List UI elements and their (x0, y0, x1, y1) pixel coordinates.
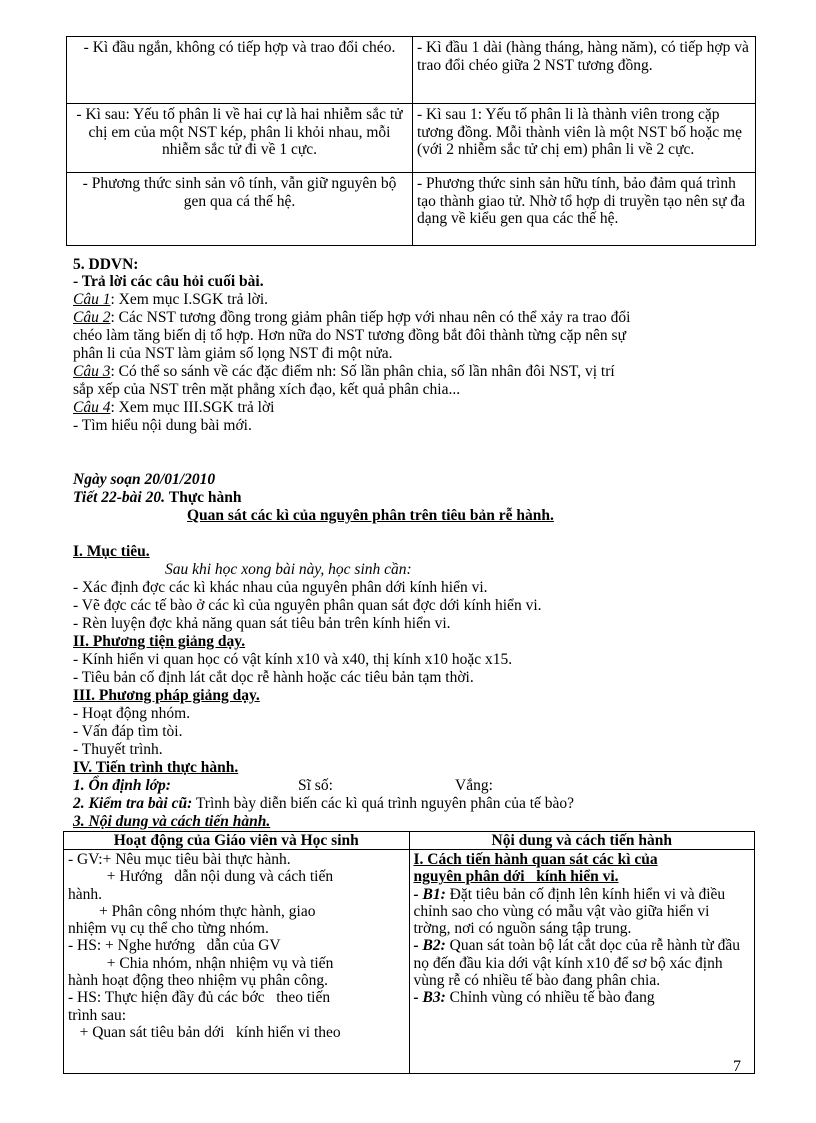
question-2 (73, 309, 630, 327)
step-2-label: 2. Kiểm tra bài cũ: (73, 795, 193, 812)
section-4-heading: IV. Tiến trình thực hành. (73, 759, 239, 776)
question-3 (73, 363, 615, 381)
step-label: - B3: (413, 989, 446, 1007)
question-2-line-2: chéo làm tăng biến dị tổ hợp. Hơn nữa do NST tương đồng bắt đôi thành từng cặp nên sự (73, 327, 626, 344)
procedure-heading: I. Cách tiến hành quan sát các kì của (413, 851, 658, 868)
mitosis-cell: - Kì sau: Yếu tố phân li về hai cự là hai nhiễm sắc tử chị em của một NST kép, phân li khỏi nhau, mỗi nhiễm sắc tử đi về 1 cực. (67, 104, 413, 173)
step-1-label: 1. Ổn định lớp: (73, 777, 171, 794)
lesson-title: Quan sát các kì của nguyên phân trên tiêu bản rễ hành. (187, 507, 554, 524)
method-item: - Thuyết trình. (73, 741, 163, 758)
step-b1 (414, 886, 751, 938)
meiosis-cell: - Kì đầu 1 dài (hàng tháng, hàng năm), có tiếp hợp và trao đổi chéo giữa 2 NST tương đồng. (413, 37, 756, 104)
meiosis-cell: - Phương thức sinh sản hữu tính, bảo đảm quá trình tạo thành giao tử. Nhờ tổ hợp di truyền tạo nên sự đa dạng về kiểu gen qua các thế hệ. (413, 173, 756, 246)
lesson-date: Ngày soạn 20/01/2010 (73, 471, 216, 488)
table-row (67, 104, 756, 173)
next-lesson-note: - Tìm hiểu nội dung bài mới. (73, 417, 252, 434)
activity-line: + Quan sát tiêu bản dới kính hiển vi theo (68, 1023, 341, 1041)
step-3-label: 3. Nội dung và cách tiến hành. (73, 813, 271, 830)
question-text: : Có thể so sánh về các đặc điểm nh: Số lần phân chia, số lần nhân đôi NST, vị trí (110, 363, 615, 380)
method-item: - Vấn đáp tìm tòi. (73, 723, 183, 740)
step-text: Đặt tiêu bản cố định lên kính hiển vi và điều chỉnh sao cho vùng có mẫu vật vào giữa hiển vi trờng, nơi có nguồn sáng tập trung. (413, 885, 726, 938)
mitosis-cell: - Kì đầu ngắn, không có tiếp hợp và trao đổi chéo. (67, 37, 413, 104)
table-header-row (64, 832, 755, 850)
siso-label: Sĩ số: (298, 777, 333, 794)
column-header: Hoạt động của Giáo viên và Học sinh (64, 832, 410, 850)
activity-line: nhiệm vụ cụ thể cho từng nhóm. (68, 920, 269, 938)
procedure-heading-2: nguyên phân dới kính hiển vi. (413, 868, 619, 886)
column-header: Nội dung và cách tiến hành (409, 832, 755, 850)
step-text: Chỉnh vùng có nhiều tế bào đang (445, 989, 655, 1007)
ddvn-heading: 5. DDVN: (73, 256, 139, 273)
section-1-heading: I. Mục tiêu. (73, 543, 150, 560)
question-label: Câu 2 (73, 309, 111, 326)
activity-line: + Phân công nhóm thực hành, giao (68, 902, 316, 920)
mitosis-cell: - Phương thức sinh sản vô tính, vẫn giữ nguyên bộ gen qua cá thế hệ. (67, 173, 413, 246)
question-4 (73, 399, 275, 417)
question-label: Câu 3 (73, 363, 111, 380)
lesson-type: Thực hành (168, 489, 242, 506)
activity-line: - GV:+ Nêu mục tiêu bài thực hành. (68, 851, 291, 868)
question-text: : Xem mục I.SGK trả lời. (110, 291, 269, 308)
activity-line: hành. (68, 885, 103, 903)
activity-line: + Chia nhóm, nhận nhiệm vụ và tiến (68, 954, 334, 972)
question-1 (73, 291, 268, 309)
question-text: : Xem mục III.SGK trả lời (110, 399, 275, 416)
section-1-intro: Sau khi học xong bài này, học sinh cần: (165, 561, 412, 578)
activity-line: hành hoạt động theo nhiệm vụ phân công. (68, 972, 329, 990)
meiosis-cell: - Kì sau 1: Yếu tố phân li là thành viên trong cặp tương đồng. Mỗi thành viên là một NST bố hoặc mẹ (với 2 nhiễm sắc tử chị em) phân li về 2 cực. (413, 104, 756, 173)
vang-label: Vắng: (455, 777, 493, 794)
equipment-item: - Tiêu bản cố định lát cắt dọc rễ hành hoặc các tiêu bản tạm thời. (73, 669, 474, 686)
step-text: Quan sát toàn bộ lát cắt dọc của rễ hành từ đầu nọ đến đầu kia dới vật kính x10 để sơ bộ xác định vùng rễ có nhiều tế bào đang phân chia. (413, 937, 740, 990)
activity-line: trình sau: (68, 1006, 127, 1024)
objective-item: - Xác định đợc các kì khác nhau của nguyên phân dới kính hiển vi. (73, 579, 488, 596)
content-procedure (409, 850, 755, 1074)
objective-item: - Rèn luyện đợc khả năng quan sát tiêu bản trên kính hiển vi. (73, 615, 451, 632)
step-2-text: Trình bày diễn biến các kì quá trình nguyên phân của tế bào? (192, 795, 575, 812)
lesson-tiet: Tiết 22-bài 20 (73, 489, 162, 506)
question-text: : Các NST tương đồng trong giảm phân tiếp hợp với nhau nên có thể xảy ra trao đổi (110, 309, 631, 326)
activity-table (63, 831, 755, 1074)
equipment-item: - Kính hiển vi quan học có vật kính x10 và x40, thị kính x10 hoặc x15. (73, 651, 513, 668)
activity-line: - HS: + Nghe hướng dẫn của GV (68, 937, 281, 955)
step-2 (73, 795, 574, 813)
lesson-number: Tiết 22-bài 20. Thực hành (73, 489, 242, 506)
question-label: Câu 1 (73, 291, 111, 308)
activity-line: - HS: Thực hiện đầy đủ các bớc theo tiến (68, 989, 331, 1007)
section-3-heading: III. Phương pháp giảng dạy. (73, 687, 260, 704)
step-label: - B1: (413, 885, 446, 903)
objective-item: - Vẽ đợc các tế bào ở các kì của nguyên phân quan sát đợc dới kính hiển vi. (73, 597, 542, 614)
section-2-heading: II. Phương tiện giảng dạy. (73, 633, 246, 650)
question-2-line-3: phân li của NST làm giảm số lọng NST đi một nửa. (73, 345, 393, 362)
table-row (67, 173, 756, 246)
step-label: - B2: (413, 937, 446, 955)
step-b2 (414, 937, 751, 989)
teacher-student-activities (64, 850, 410, 1074)
comparison-table (66, 36, 756, 246)
lesson-title-text: Quan sát các kì của nguyên phân trên tiêu bản rễ hành (187, 507, 551, 524)
page-number: 7 (733, 1058, 741, 1075)
method-item: - Hoạt động nhóm. (73, 705, 191, 722)
table-row (64, 850, 755, 1074)
activity-line: + Hướng dẫn nội dung và cách tiến (68, 868, 334, 886)
step-b3 (414, 989, 751, 1006)
question-label: Câu 4 (73, 399, 111, 416)
question-3-line-2: sắp xếp của NST trên mặt phẳng xích đạo, kết quả phân chia... (73, 381, 461, 398)
ddvn-subheading: - Trả lời các câu hỏi cuối bài. (73, 273, 264, 290)
table-row (67, 37, 756, 104)
